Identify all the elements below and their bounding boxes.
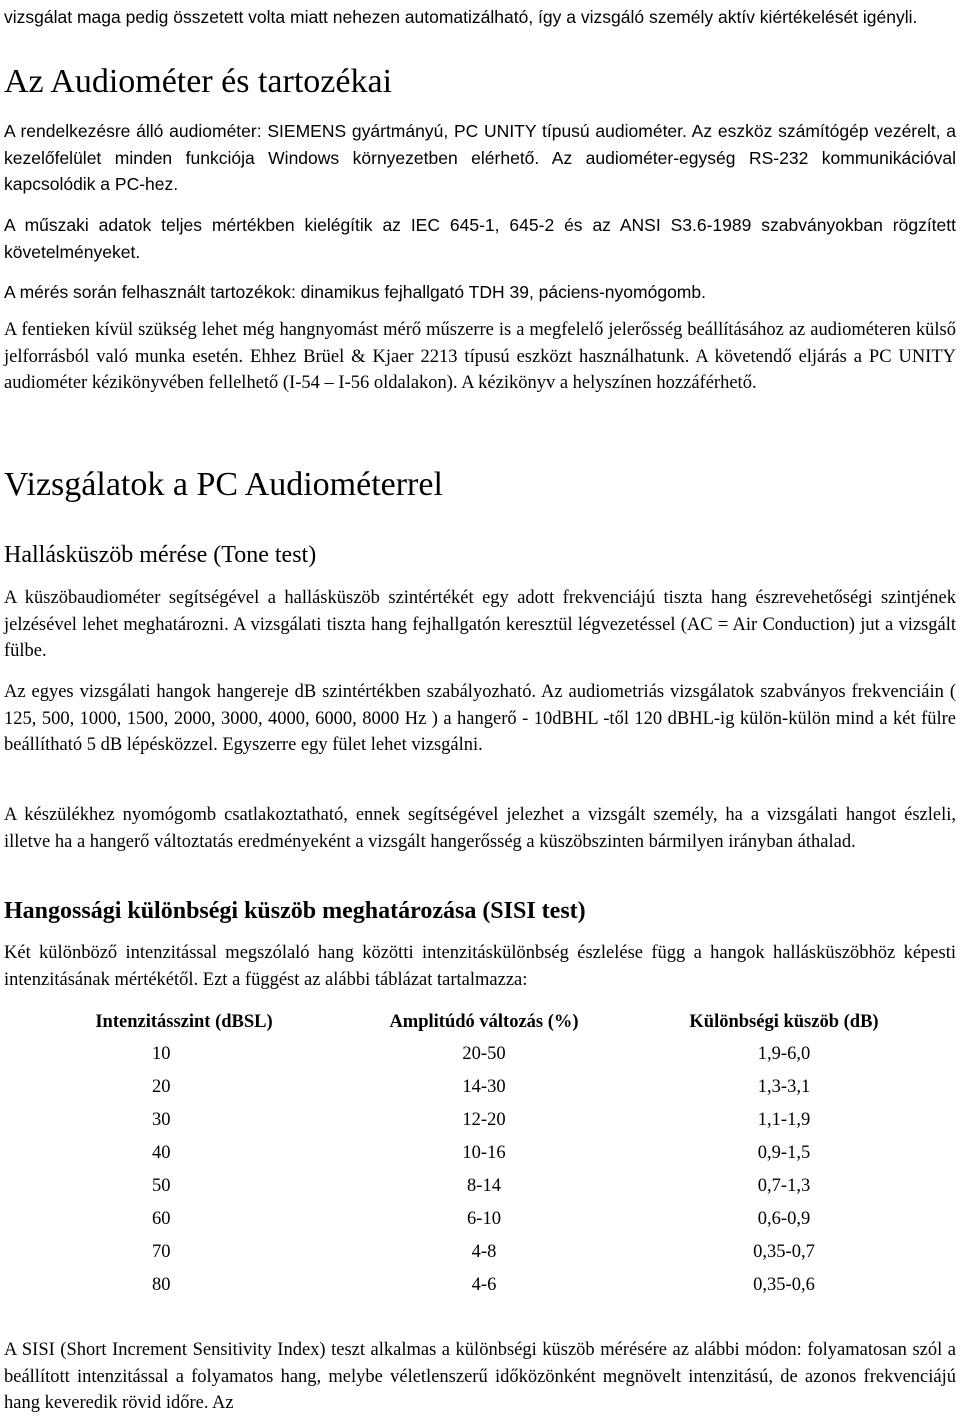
continuation-paragraph: vizsgálat maga pedig összetett volta miatt nehezen automatizálható, így a vizsgáló személy aktív kiértékelését igényli. — [4, 7, 918, 27]
table-cell: 60 — [152, 1209, 171, 1229]
paragraph-threshold-intro: A küszöbaudiométer segítségével a hallásküszöb szintértékét egy adott frekvenciájú tiszta hang észrevehetőségi szintjének jelzésével lehet meghatározni. A vizsgálati tiszta hang fejhallgatón keresztül légvezetéssel (AC = Air Conduction) jut a vizsgált fülbe. — [4, 588, 956, 661]
paragraph-intensity-difference: Két különböző intenzitással megszólaló hang közötti intenzitáskülönbség észlelése függ a hangok hallásküszöbhöz képesti intenzitásának mértékétől. Ezt a függést az alábbi táblázat tartalmazza: — [4, 943, 956, 990]
table-cell: 8-14 — [467, 1176, 501, 1196]
table-header-row — [34, 1006, 934, 1038]
table-row — [34, 1203, 934, 1236]
table-row — [34, 1104, 934, 1137]
table-cell: 1,9-6,0 — [757, 1044, 811, 1064]
paragraph-accessories: A mérés során felhasznált tartozékok: dinamikus fejhallgató TDH 39, páciens-nyomógomb. — [4, 282, 706, 302]
table-row — [34, 1269, 934, 1302]
table-cell: 14-30 — [462, 1077, 506, 1097]
table-row — [34, 1137, 934, 1170]
sisi-table — [34, 1006, 934, 1302]
table-cell: 30 — [152, 1110, 171, 1130]
table-cell: 0,35-0,7 — [753, 1242, 815, 1262]
table-cell: 10-16 — [462, 1143, 506, 1163]
table-header-amplitude: Amplitúdó változás (%) — [389, 1011, 579, 1032]
paragraph-sound-pressure: A fentieken kívül szükség lehet még hangnyomást mérő műszerre is a megfelelő jelerősség beállításához az audiométeren külső jelforrásból való munka esetén. Ehhez Brüel & Kjaer 2213 típusú eszközt használhatunk. A követendő eljárás a PC UNITY audiométer kézikönyvében fellelhető (I-54 – I-56 oldalakon). A kézikönyv a helyszínen hozzáférhető. — [4, 320, 956, 393]
table-cell: 4-8 — [471, 1242, 497, 1262]
table-row — [34, 1236, 934, 1269]
subsection-title-tone-test: Hallásküszöb mérése (Tone test) — [4, 542, 317, 568]
table-header-intensity: Intenzitásszint (dBSL) — [95, 1011, 273, 1032]
table-row — [34, 1170, 934, 1203]
table-cell: 0,7-1,3 — [757, 1176, 811, 1196]
table-row — [34, 1071, 934, 1104]
table-header-threshold: Különbségi küszöb (dB) — [689, 1011, 879, 1032]
paragraph-audiometer-intro: A rendelkezésre álló audiométer: SIEMENS gyártmányú, PC UNITY típusú audiométer. Az eszköz számítógép vezérelt, a kezelőfelület minden funkciója Windows környezetben elérhető. Az audiométer-egység RS-232 kommunikációval kapcsolódik a PC-hez. — [4, 121, 956, 194]
section-title-audiometer: Az Audiométer és tartozékai — [4, 63, 393, 100]
table-cell: 0,9-1,5 — [757, 1143, 811, 1163]
table-cell: 6-10 — [467, 1209, 501, 1229]
paragraph-volume-control: Az egyes vizsgálati hangok hangereje dB szintértékben szabályozható. Az audiometriás vizsgálatok szabványos frekvenciáin ( 125, 500, 1000, 1500, 2000, 3000, 4000, 6000, 8000 Hz ) a hangerő - 10dBHL -től 120 dBHL-ig külön-külön mind a két fülre beállítható 5 dB lépésközzel. Egyszerre egy fület lehet vizsgálni. — [4, 682, 956, 755]
table-cell: 40 — [152, 1143, 171, 1163]
table-cell: 1,3-3,1 — [757, 1077, 811, 1097]
table-cell: 4-6 — [471, 1275, 497, 1295]
table-cell: 0,35-0,6 — [753, 1275, 815, 1295]
table-cell: 20 — [152, 1077, 171, 1097]
table-cell: 12-20 — [462, 1110, 506, 1130]
section-title-tests: Vizsgálatok a PC Audiométerrel — [4, 466, 443, 503]
table-cell: 70 — [152, 1242, 171, 1262]
table-cell: 0,6-0,9 — [757, 1209, 811, 1229]
table-cell: 50 — [152, 1176, 171, 1196]
paragraph-push-button: A készülékhez nyomógomb csatlakoztatható, ennek segítségével jelezhet a vizsgált személy, ha a vizsgálati hangot észleli, illetve ha a hangerő változtatás eredményeként a vizsgált hangerősség a küszöbszinten bármilyen irányban áthalad. — [4, 805, 956, 852]
subsection-title-sisi-test: Hangossági különbségi küszöb meghatározása (SISI test) — [4, 898, 586, 924]
table-cell: 80 — [152, 1275, 171, 1295]
table-cell: 1,1-1,9 — [757, 1110, 811, 1130]
paragraph-technical-data: A műszaki adatok teljes mértékben kielégítik az IEC 645-1, 645-2 és az ANSI S3.6-1989 szabványokban rögzített követelményeket. — [4, 215, 956, 262]
paragraph-sisi-description: A SISI (Short Increment Sensitivity Index) teszt alkalmas a különbségi küszöb mérésére az alábbi módon: folyamatosan szól a beállított intenzitással a folyamatos hang, melybe véletlenszerű időközönként megnövelt intenzitású, de azonos frekvenciájú hang keveredik rövid időre. Az — [4, 1340, 956, 1413]
table-cell: 10 — [152, 1044, 171, 1064]
table-row — [34, 1038, 934, 1071]
table-cell: 20-50 — [462, 1044, 506, 1064]
